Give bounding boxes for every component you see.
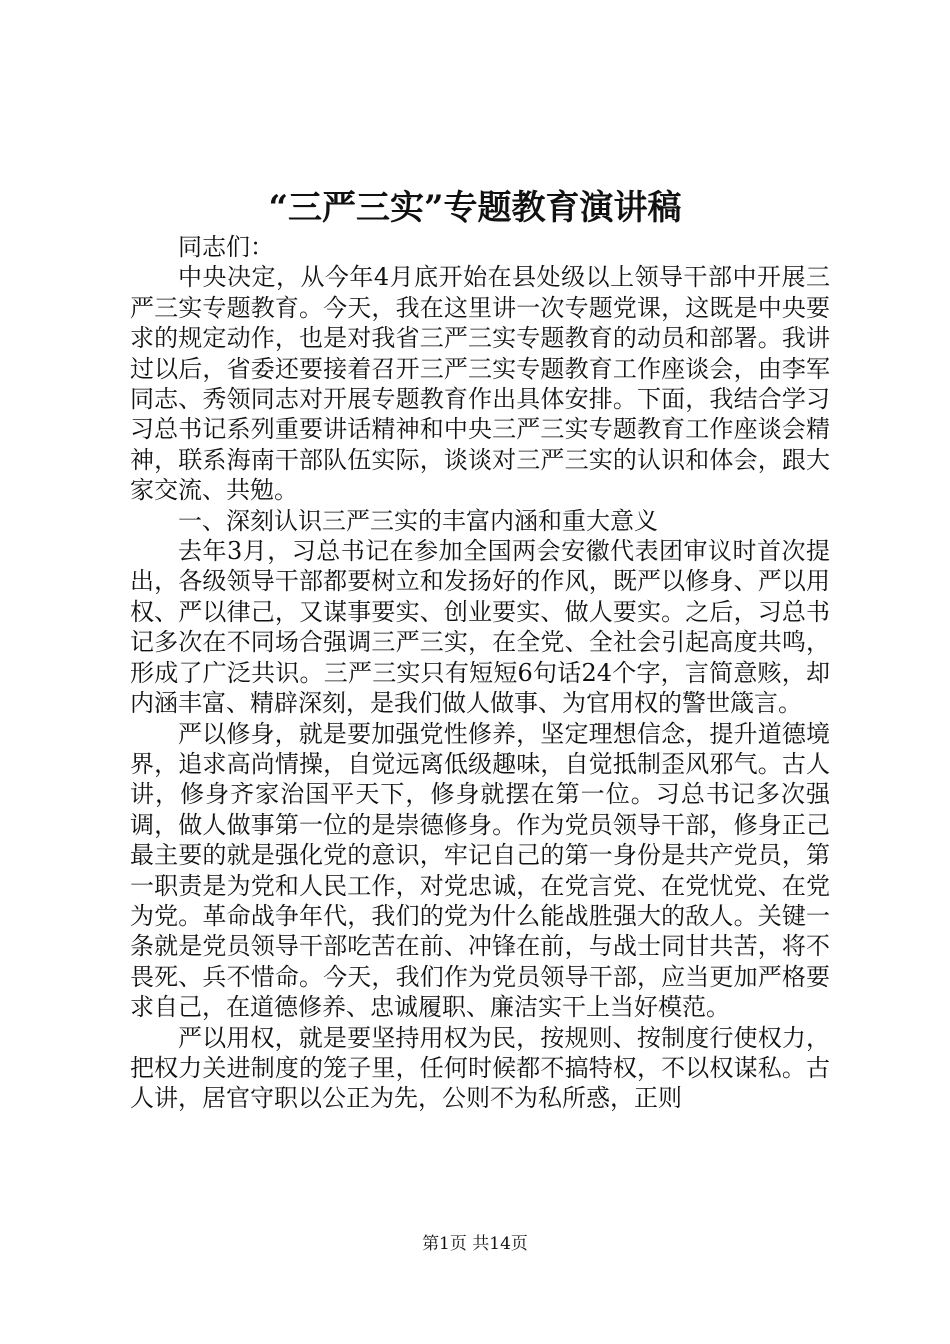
paragraph: 严以修身，就是要加强党性修养，坚定理想信念，提升道德境界，追求高尚情操，自觉远离低级趣味，自觉抵制歪风邪气。古人讲，修身齐家治国平天下，修身就摆在第一位。习总书记多次强调，做人做事第一位的是崇德修身。作为党员领导干部，修身正己最主要的就是强化党的意识，牢记自己的第一身份是共产党员，第一职责是为党和人民工作，对党忠诚，在党言党、在党忧党、在党为党。革命战争年代，我们的党为什么能战胜强大的敌人。关键一条就是党员领导干部吃苦在前、冲锋在前，与战士同甘共苦，将不畏死、兵不惜命。今天，我们作为党员领导干部，应当更加严格要求自己，在道德修养、忠诚履职、廉洁实干上当好模范。	[130, 719, 830, 1022]
page-title: “三严三实”专题教育演讲稿	[268, 188, 682, 228]
section-heading: 一、深刻认识三严三实的丰富内涵和重大意义	[178, 506, 658, 535]
document-body	[130, 232, 830, 1114]
page-footer: 第1页 共14页	[422, 1234, 528, 1254]
salutation: 同志们：	[178, 233, 274, 261]
paragraph: 严以用权，就是要坚持用权为民，按规则、按制度行使权力，把权力关进制度的笼子里，任何时候都不搞特权，不以权谋私。古人讲，居官守职以公正为先，公则不为私所惑，正则	[130, 1023, 830, 1113]
paragraph: 去年3月，习总书记在参加全国两会安徽代表团审议时首次提出，各级领导干部都要树立和发扬好的作风，既严以修身、严以用权、严以律己，又谋事要实、创业要实、做人要实。之后，习总书记多次在不同场合强调三严三实，在全党、全社会引起高度共鸣，形成了广泛共识。三严三实只有短短6句话24个字，言简意赅，却内涵丰富、精辟深刻，是我们做人做事、为官用权的警世箴言。	[130, 537, 830, 718]
paragraph: 中央决定，从今年4月底开始在县处级以上领导干部中开展三严三实专题教育。今天，我在这里讲一次专题党课，这既是中央要求的规定动作，也是对我省三严三实专题教育的动员和部署。我讲过以后，省委还要接着召开三严三实专题教育工作座谈会，由李军同志、秀领同志对开展专题教育作出具体安排。下面，我结合学习习总书记系列重要讲话精神和中央三严三实专题教育工作座谈会精神，联系海南干部队伍实际，谈谈对三严三实的认识和体会，跟大家交流、共勉。	[130, 263, 830, 505]
